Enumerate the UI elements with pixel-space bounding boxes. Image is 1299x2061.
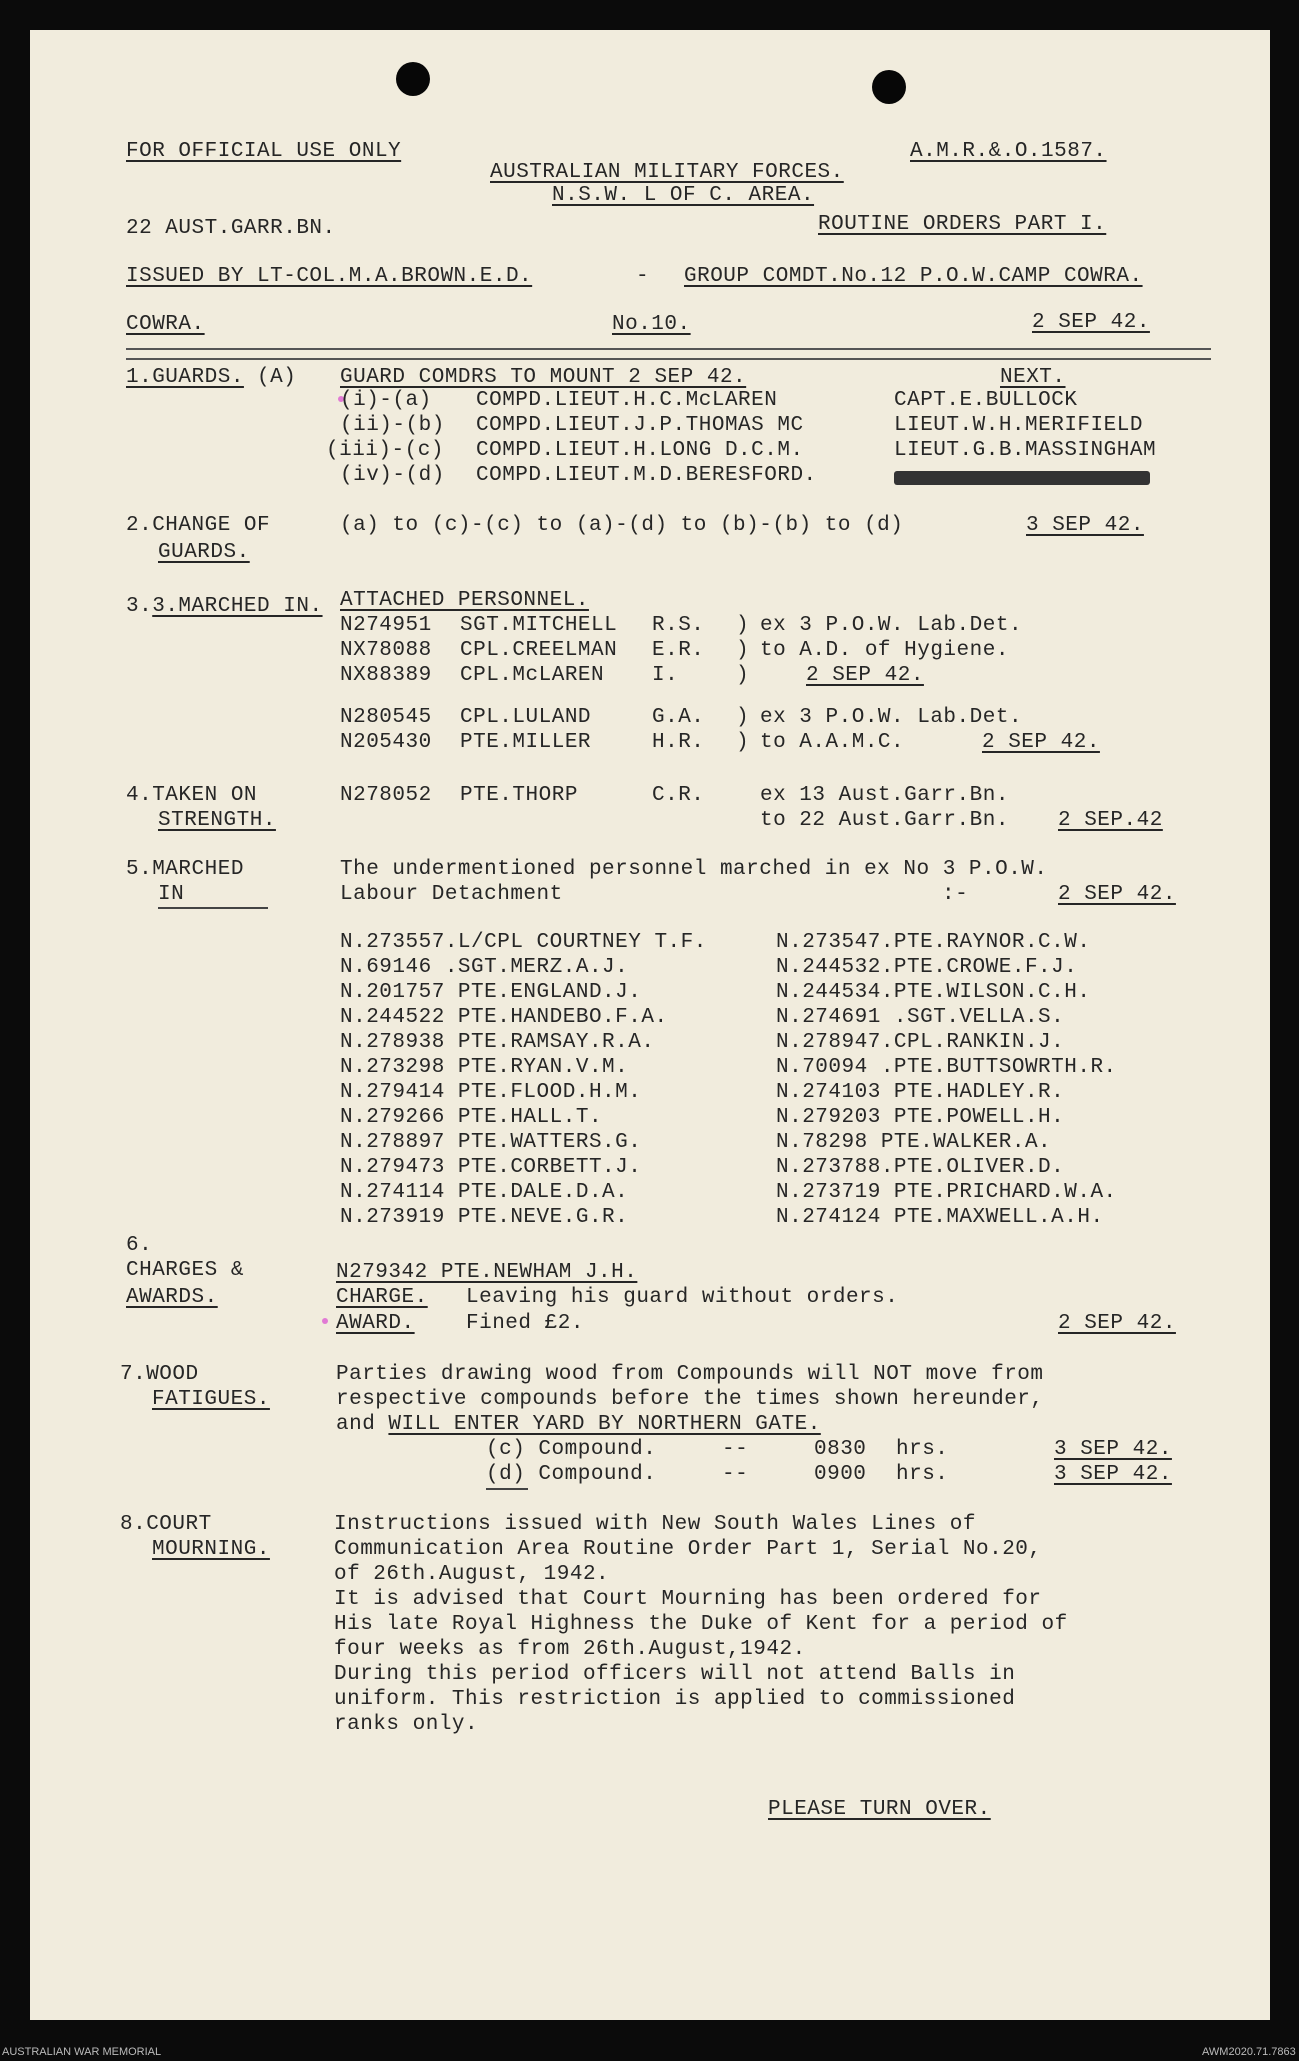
- area-title: N.S.W. L OF C. AREA.: [552, 184, 815, 207]
- charge-text: Leaving his guard without orders.: [466, 1286, 899, 1309]
- section-3-label: 3.3.MARCHED IN.: [126, 595, 323, 618]
- section-4-label-line2: STRENGTH.: [158, 809, 276, 832]
- guard-comdrs-title: GUARD COMDRS TO MOUNT 2 SEP 42.: [340, 366, 747, 389]
- bracket: ): [736, 664, 750, 687]
- personnel-number: N205430: [340, 731, 432, 754]
- order-reference: A.M.R.&.O.1587.: [910, 140, 1107, 163]
- list-item: N.244532.PTE.CROWE.F.J.: [776, 956, 1078, 979]
- list-item: N.273788.PTE.OLIVER.D.: [776, 1156, 1065, 1179]
- mourning-line: ranks only.: [334, 1713, 479, 1736]
- personnel-date: 2 SEP 42.: [806, 664, 924, 687]
- section-5-label-line2: IN: [158, 883, 185, 906]
- section-8-label: 8.COURT: [120, 1513, 212, 1536]
- section-5-separator: :-: [942, 883, 969, 906]
- list-item: N.278897 PTE.WATTERS.G.: [340, 1131, 642, 1154]
- personnel-note: to A.A.M.C.: [760, 731, 905, 754]
- punch-hole: [872, 70, 906, 104]
- list-item: N.278947.CPL.RANKIN.J.: [776, 1031, 1065, 1054]
- personnel-number: NX78088: [340, 639, 432, 662]
- list-item: N.274103 PTE.HADLEY.R.: [776, 1081, 1065, 1104]
- personnel-note: ex 3 P.O.W. Lab.Det.: [760, 706, 1023, 729]
- order-date: 2 SEP 42.: [1032, 311, 1150, 334]
- compound-row: (c) Compound.: [486, 1438, 657, 1461]
- compound-date: 3 SEP 42.: [1054, 1463, 1172, 1486]
- personnel-note: ex 3 P.O.W. Lab.Det.: [760, 614, 1023, 637]
- list-item: N.273298 PTE.RYAN.V.M.: [340, 1056, 629, 1079]
- wood-text-line1: Parties drawing wood from Compounds will NOT move from: [336, 1363, 1044, 1386]
- section-2-label: 2.CHANGE OF: [126, 514, 271, 537]
- guard-row-next: CAPT.E.BULLOCK: [894, 389, 1078, 412]
- award-label: AWARD.: [336, 1312, 415, 1335]
- section-5-label: 5.MARCHED: [126, 858, 244, 881]
- mourning-line: Instructions issued with New South Wales Lines of: [334, 1513, 977, 1536]
- mourning-line: During this period officers will not attend Balls in: [334, 1663, 1016, 1686]
- forces-title: AUSTRALIAN MILITARY FORCES.: [490, 161, 844, 184]
- bracket: ): [736, 706, 750, 729]
- compound-hrs: hrs.: [896, 1438, 949, 1461]
- guard-row-next: LIEUT.G.B.MASSINGHAM: [894, 439, 1157, 462]
- guard-row-number: (iii)-(c): [326, 439, 444, 462]
- personnel-initials: E.R.: [652, 639, 705, 662]
- personnel-name: CPL.McLAREN: [460, 664, 605, 687]
- list-item: N.274691 .SGT.VELLA.S.: [776, 1006, 1065, 1029]
- personnel-initials: G.A.: [652, 706, 705, 729]
- thorp-initials: C.R.: [652, 784, 705, 807]
- list-item: N.244522 PTE.HANDEBO.F.A.: [340, 1006, 668, 1029]
- guard-row-name: COMPD.LIEUT.J.P.THOMAS MC: [476, 414, 804, 437]
- underline: [486, 1488, 528, 1490]
- section-7-label: 7.WOOD: [120, 1363, 199, 1386]
- section-4-label: 4.TAKEN ON: [126, 784, 258, 807]
- list-item: N.278938 PTE.RAMSAY.R.A.: [340, 1031, 655, 1054]
- guard-row-number: (i)-(a): [340, 389, 432, 412]
- section-2-date: 3 SEP 42.: [1026, 514, 1144, 537]
- guard-row-name: COMPD.LIEUT.H.C.McLAREN: [476, 389, 778, 412]
- list-item: N.70094 .PTE.BUTTSOWRTH.R.: [776, 1056, 1117, 1079]
- group-commandant: GROUP COMDT.No.12 P.O.W.CAMP COWRA.: [684, 265, 1143, 288]
- issued-by: ISSUED BY LT-COL.M.A.BROWN.E.D.: [126, 265, 533, 288]
- thorp-number: N278052: [340, 784, 432, 807]
- guard-row-name: COMPD.LIEUT.H.LONG D.C.M.: [476, 439, 804, 462]
- list-item: N.273719 PTE.PRICHARD.W.A.: [776, 1181, 1117, 1204]
- attached-personnel-title: ATTACHED PERSONNEL.: [340, 589, 589, 612]
- list-item: N.244534.PTE.WILSON.C.H.: [776, 981, 1091, 1004]
- compound-time: 0900: [814, 1463, 867, 1486]
- section-8-label-line2: MOURNING.: [152, 1538, 270, 1561]
- struck-out-text: [894, 471, 1150, 485]
- please-turn-over: PLEASE TURN OVER.: [768, 1798, 991, 1821]
- compound-time: 0830: [814, 1438, 867, 1461]
- list-item: N.279414 PTE.FLOOD.H.M.: [340, 1081, 642, 1104]
- section-5-text-line2: Labour Detachment: [340, 883, 563, 906]
- personnel-initials: R.S.: [652, 614, 705, 637]
- list-item: N.273919 PTE.NEVE.G.R.: [340, 1206, 629, 1229]
- routine-orders-title: ROUTINE ORDERS PART I.: [818, 213, 1107, 236]
- mourning-line: It is advised that Court Mourning has been ordered for: [334, 1588, 1042, 1611]
- next-heading: NEXT.: [1000, 366, 1066, 389]
- compound-dash: --: [722, 1463, 749, 1486]
- list-item: N.69146 .SGT.MERZ.A.J.: [340, 956, 629, 979]
- section-5-date: 2 SEP 42.: [1058, 883, 1176, 906]
- bracket: ): [736, 639, 750, 662]
- personnel-name: CPL.CREELMAN: [460, 639, 618, 662]
- wood-text-line3: and WILL ENTER YARD BY NORTHERN GATE.: [336, 1413, 821, 1436]
- list-item: N.279473 PTE.CORBETT.J.: [340, 1156, 642, 1179]
- personnel-date: 2 SEP 42.: [982, 731, 1100, 754]
- list-item: N.279203 PTE.POWELL.H.: [776, 1106, 1065, 1129]
- guard-row-number: (iv)-(d): [340, 464, 445, 487]
- thorp-to: to 22 Aust.Garr.Bn.: [760, 809, 1009, 832]
- personnel-name: PTE.MILLER: [460, 731, 592, 754]
- footer-reference: AWM2020.71.7863: [1202, 2046, 1296, 2058]
- list-item: N.273547.PTE.RAYNOR.C.W.: [776, 931, 1091, 954]
- bracket: ): [736, 731, 750, 754]
- underline: [158, 907, 268, 909]
- compound-date: 3 SEP 42.: [1054, 1438, 1172, 1461]
- list-item: N.273557.L/CPL COURTNEY T.F.: [340, 931, 707, 954]
- personnel-initials: I.: [652, 664, 679, 687]
- guard-row-number: (ii)-(b): [340, 414, 445, 437]
- change-of-guards-text: (a) to (c)-(c) to (a)-(d) to (b)-(b) to (d): [340, 514, 904, 537]
- thorp-name: PTE.THORP: [460, 784, 578, 807]
- list-item: N.201757 PTE.ENGLAND.J.: [340, 981, 642, 1004]
- mourning-line: four weeks as from 26th.August,1942.: [334, 1638, 806, 1661]
- order-number: No.10.: [612, 313, 691, 336]
- bracket: ): [736, 614, 750, 637]
- mourning-line: of 26th.August, 1942.: [334, 1563, 610, 1586]
- personnel-note: to A.D. of Hygiene.: [760, 639, 1009, 662]
- thorp-from: ex 13 Aust.Garr.Bn.: [760, 784, 1009, 807]
- compound-hrs: hrs.: [896, 1463, 949, 1486]
- double-rule: [126, 348, 1211, 360]
- mourning-line: uniform. This restriction is applied to commissioned: [334, 1688, 1016, 1711]
- section-6-number: 6.: [126, 1234, 153, 1257]
- section-6-label: CHARGES &: [126, 1259, 244, 1282]
- compound-row: (d) Compound.: [486, 1463, 657, 1486]
- list-item: N.279266 PTE.HALL.T.: [340, 1106, 603, 1129]
- section-4-date: 2 SEP.42: [1058, 809, 1163, 832]
- award-text: Fined £2.: [466, 1312, 584, 1335]
- charged-person: N279342 PTE.NEWHAM J.H.: [336, 1261, 638, 1284]
- section-7-label-line2: FATIGUES.: [152, 1388, 270, 1411]
- mourning-line: His late Royal Highness the Duke of Kent for a period of: [334, 1613, 1068, 1636]
- personnel-number: NX88389: [340, 664, 432, 687]
- official-use-label: FOR OFFICIAL USE ONLY: [126, 140, 402, 163]
- list-item: N.274124 PTE.MAXWELL.A.H.: [776, 1206, 1104, 1229]
- personnel-number: N280545: [340, 706, 432, 729]
- section-5-text: The undermentioned personnel marched in ex No 3 P.O.W.: [340, 858, 1048, 881]
- punch-hole: [396, 62, 430, 96]
- wood-text-line2: respective compounds before the times shown hereunder,: [336, 1388, 1044, 1411]
- ink-mark: [322, 1318, 328, 1324]
- personnel-number: N274951: [340, 614, 432, 637]
- unit-name: 22 AUST.GARR.BN.: [126, 217, 336, 240]
- list-item: N.78298 PTE.WALKER.A.: [776, 1131, 1052, 1154]
- guard-row-next: LIEUT.W.H.MERIFIELD: [894, 414, 1143, 437]
- mourning-line: Communication Area Routine Order Part 1, Serial No.20,: [334, 1538, 1042, 1561]
- header-dash: -: [636, 265, 650, 288]
- guard-row-name: COMPD.LIEUT.M.D.BERESFORD.: [476, 464, 817, 487]
- personnel-name: SGT.MITCHELL: [460, 614, 618, 637]
- section-6-date: 2 SEP 42.: [1058, 1312, 1176, 1335]
- place-name: COWRA.: [126, 313, 205, 336]
- section-2-label-line2: GUARDS.: [158, 541, 250, 564]
- personnel-initials: H.R.: [652, 731, 705, 754]
- section-1-label: 1.GUARDS. (A): [126, 366, 297, 389]
- section-6-label-line2: AWARDS.: [126, 1286, 218, 1309]
- footer-credit: AUSTRALIAN WAR MEMORIAL: [2, 2046, 162, 2058]
- charge-label: CHARGE.: [336, 1286, 428, 1309]
- personnel-name: CPL.LULAND: [460, 706, 592, 729]
- compound-dash: --: [722, 1438, 749, 1461]
- list-item: N.274114 PTE.DALE.D.A.: [340, 1181, 629, 1204]
